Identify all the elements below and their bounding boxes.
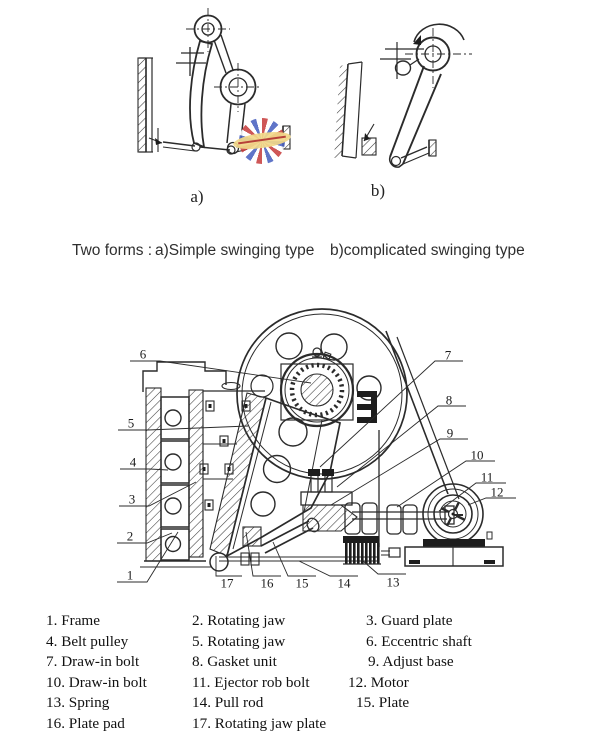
figure-a-label: a) (190, 187, 204, 206)
callout-number: 5 (127, 415, 135, 431)
callout-leader-line (117, 533, 172, 543)
callout-number: 4 (129, 454, 137, 470)
callout-number: 8 (445, 392, 453, 408)
parts-list-item: 15. Plate (356, 694, 410, 712)
callout-number: 17 (220, 575, 234, 591)
caption-form-a: a)Simple swinging type (155, 242, 315, 259)
callout-leader-line (273, 542, 316, 576)
parts-list-item: 17. Rotating jaw plate (192, 714, 327, 732)
parts-list (46, 611, 586, 735)
parts-list-item: 13. Spring (46, 694, 110, 712)
motor-pulley (423, 484, 483, 544)
parts-list-item: 11. Ejector rob bolt (192, 673, 310, 691)
callout-number: 13 (386, 574, 400, 590)
callout-leader-line (120, 469, 168, 470)
callout-number: 1 (126, 567, 134, 583)
callout-number: 3 (128, 491, 136, 507)
motor-base (405, 532, 503, 566)
callout-number: 11 (480, 469, 494, 485)
parts-list-item: 12. Motor (348, 673, 409, 691)
callout-number: 7 (444, 347, 452, 363)
eccentric-bearing (281, 348, 353, 426)
parts-list-item: 6. Eccentric shaft (366, 632, 472, 650)
callout-number: 15 (295, 575, 309, 591)
parts-list-item: 2. Rotating jaw (192, 612, 286, 629)
parts-list-item: 4. Belt pulley (46, 632, 129, 650)
callout-leader-line (320, 361, 463, 467)
parts-list-item: 1. Frame (46, 612, 100, 629)
parts-list-item: 5. Rotating jaw (192, 632, 286, 650)
caption-prefix: Two forms : (72, 242, 153, 259)
callout-number: 12 (490, 484, 504, 500)
gasket-bracket (357, 391, 377, 423)
callout-number: 6 (139, 346, 147, 362)
callout-leader-line (337, 406, 466, 487)
callout-leader-line (118, 426, 248, 430)
spring (343, 536, 400, 564)
caption (0, 242, 601, 264)
figure-b-complicated-swinging (334, 24, 472, 167)
callout-number: 16 (260, 575, 274, 591)
parts-list-item: 16. Plate pad (46, 714, 125, 732)
callout-number: 9 (446, 425, 454, 441)
figure-b-label: b) (370, 181, 386, 200)
parts-list-item: 7. Draw-in bolt (46, 653, 140, 671)
parts-list-item: 3. Guard plate (366, 612, 453, 629)
parts-list-item: 14. Pull rod (192, 694, 264, 712)
parts-list-item: 8. Gasket unit (192, 653, 277, 671)
parts-list-item: 9. Adjust base (368, 653, 454, 671)
callout-number: 2 (126, 528, 134, 544)
caption-form-b: b)complicated swinging type (330, 242, 525, 259)
parts-list-item: 10. Draw-in bolt (46, 673, 147, 691)
callout-number: 10 (470, 447, 484, 463)
callout-number: 14 (337, 575, 351, 591)
